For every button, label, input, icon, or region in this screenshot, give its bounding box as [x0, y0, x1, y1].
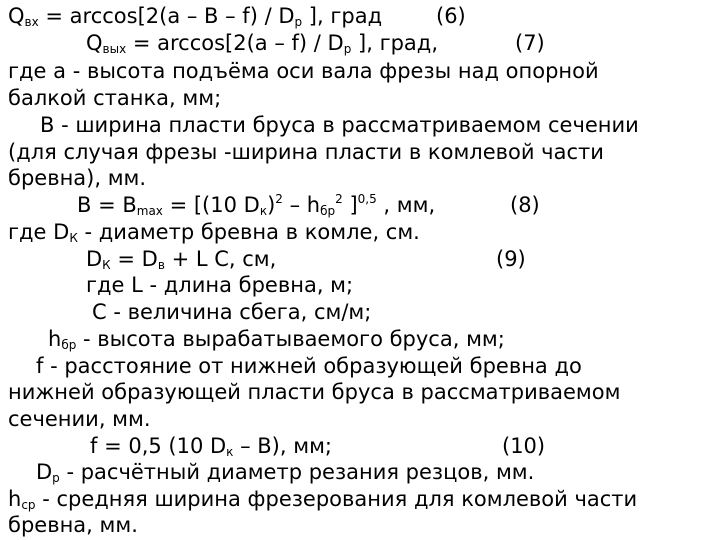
text-line — [8, 219, 420, 246]
text-part: - расчётный диаметр резания резцов, мм. — [59, 460, 535, 484]
formula-10 — [90, 433, 332, 460]
d-subscript: р — [343, 42, 352, 56]
formula-text: f = 0,5 (10 D — [90, 434, 227, 458]
bp-subscript: бр — [61, 338, 77, 352]
superscript: 2 — [275, 192, 283, 206]
text-part: - средняя ширина фрезерования для комлевой части — [35, 487, 638, 511]
formula-text: = D — [110, 247, 158, 271]
formula-9 — [86, 246, 276, 273]
text-line: балкой станка, мм; — [8, 86, 222, 110]
formula-text: – h — [282, 193, 321, 217]
text-line — [48, 326, 505, 353]
text-line: (для случая фрезы -ширина пласти в комлевой части — [8, 140, 604, 164]
formula-text: ] — [342, 193, 358, 217]
text-line: f - расстояние от нижней образующей бревна до — [36, 354, 582, 378]
text-part: - высота вырабатываемого бруса, мм; — [76, 327, 505, 351]
text-line: сечении, мм. — [8, 407, 151, 431]
text-line: В - ширина пласти бруса в рассматриваемом сечении — [40, 113, 639, 137]
d-subscript: р — [294, 15, 303, 29]
formula-8 — [77, 192, 435, 219]
text-part: где D — [8, 220, 70, 244]
v-subscript: в — [157, 258, 165, 272]
formula-text: = arccos[2(a – B – f) / D — [38, 4, 295, 28]
formula-text: ) — [267, 193, 276, 217]
formula-text: = [(10 D — [162, 193, 260, 217]
bp-subscript: бр — [320, 204, 336, 218]
superscript: 0,5 — [357, 192, 377, 206]
formula-text: ], град — [302, 4, 383, 28]
text-line: где L - длина бревна, м; — [86, 273, 354, 297]
equation-number-7: (7) — [515, 31, 545, 55]
formula-text: ], град, — [351, 31, 438, 55]
equation-number-6: (6) — [436, 4, 466, 28]
formula-7 — [86, 30, 438, 57]
superscript: 2 — [335, 192, 343, 206]
formula-text: = arccos[2(a – f) / D — [126, 31, 344, 55]
equation-number-9: (9) — [496, 247, 526, 271]
text-line: С - величина сбега, см/м; — [92, 300, 372, 324]
formula-text: B = B — [77, 193, 137, 217]
text-part: h — [48, 327, 62, 351]
p-subscript: р — [52, 471, 60, 485]
text-part: - диаметр бревна в комле, см. — [77, 220, 420, 244]
text-line — [8, 486, 637, 513]
equation-number-10: (10) — [502, 434, 546, 458]
q-symbol: Q — [8, 4, 25, 28]
k-subscript: к — [226, 445, 234, 459]
text-line — [36, 459, 534, 486]
k-subscript: К — [69, 231, 78, 245]
formula-text: + L C, см, — [164, 247, 277, 271]
formula-text: , мм, — [376, 193, 436, 217]
text-line: нижней образующей пласти бруса в рассматриваемом — [8, 380, 621, 404]
max-subscript: max — [136, 204, 163, 218]
formula-text: D — [86, 247, 103, 271]
k-subscript: К — [102, 258, 111, 272]
cp-subscript: ср — [21, 498, 36, 512]
text-line: бревна, мм. — [8, 513, 138, 537]
equation-number-8: (8) — [510, 193, 540, 217]
k-subscript: к — [259, 204, 268, 218]
text-part: D — [36, 460, 53, 484]
text-line: бревна), мм. — [8, 166, 147, 190]
text-part: h — [8, 487, 22, 511]
text-line: где а - высота подъёма оси вала фрезы над опорной — [8, 59, 599, 83]
q-subscript: вх — [24, 15, 39, 29]
formula-6 — [8, 3, 382, 30]
formula-text: – B), мм; — [233, 434, 332, 458]
q-symbol: Q — [86, 31, 103, 55]
q-subscript: вых — [102, 42, 127, 56]
